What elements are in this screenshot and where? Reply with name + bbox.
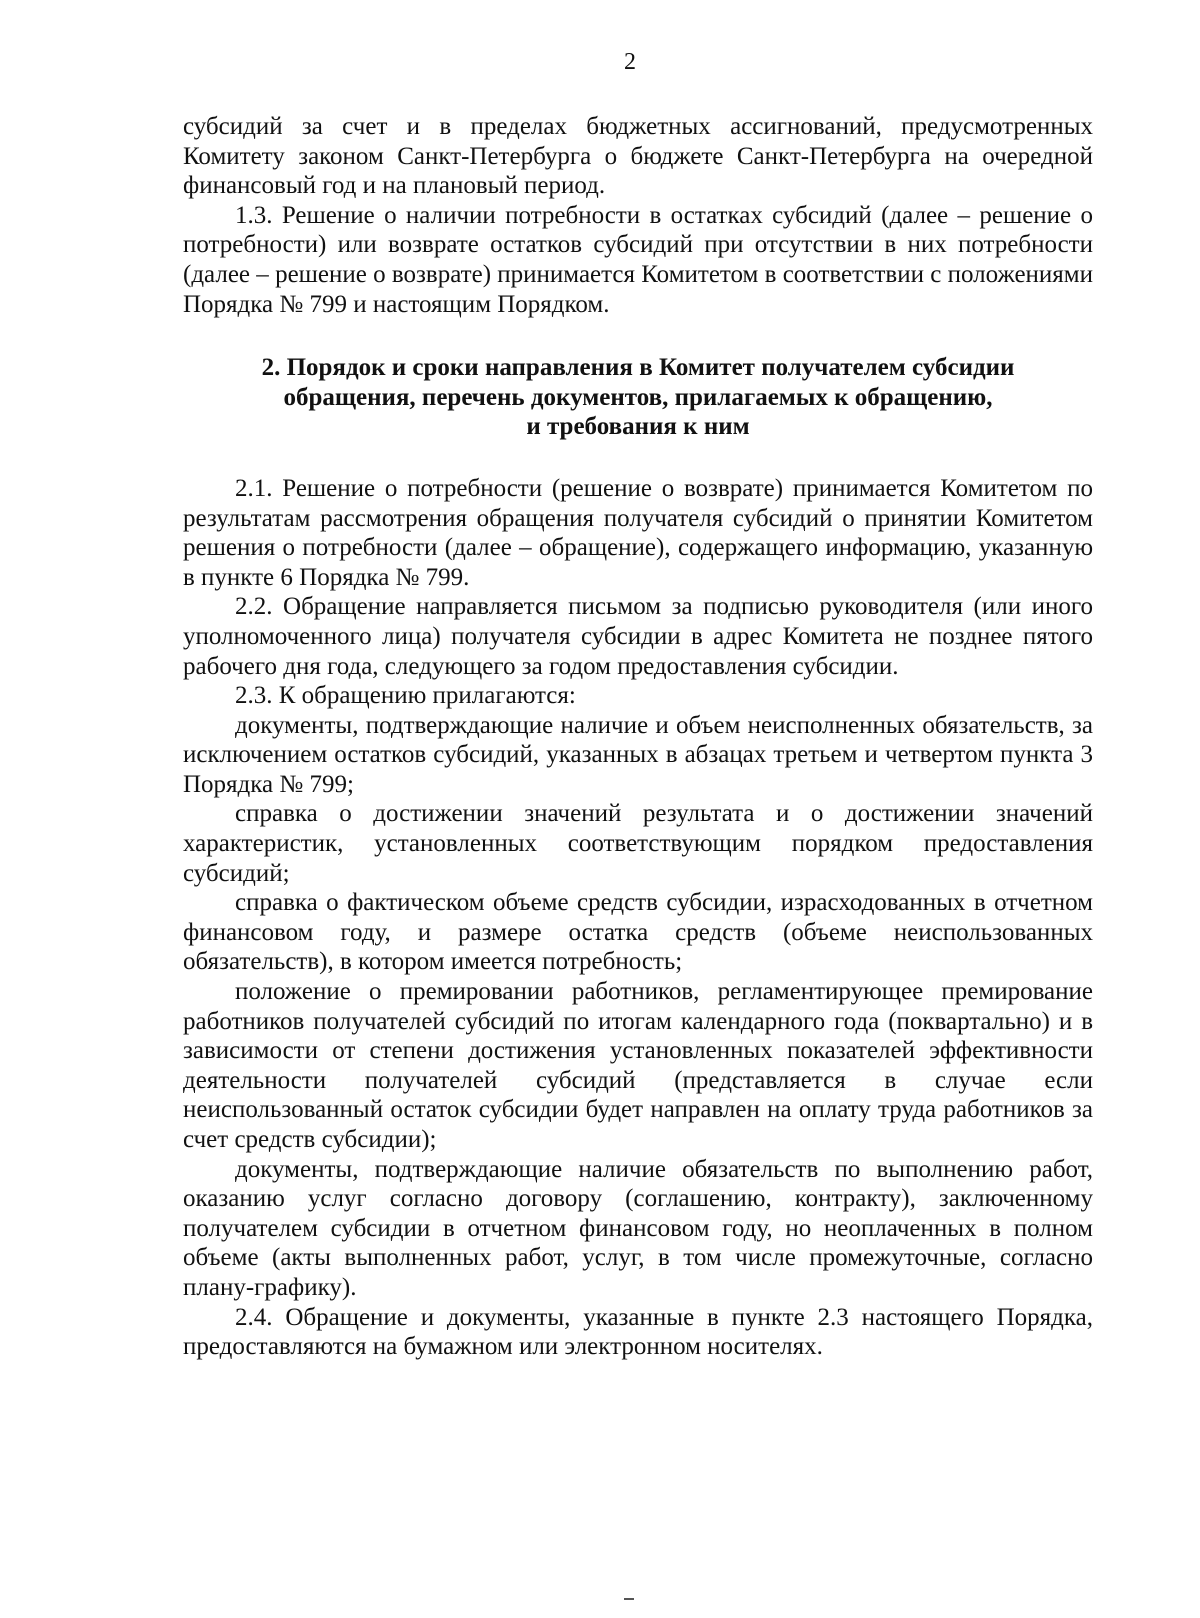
list-item-contract-documents: документы, подтверждающие наличие обязательств по выполнению работ, оказанию услуг согласно договору (соглашению, контракту), заключенному получателем субсидии в отчетном финансовом году, но неоплаченных в полном объеме (акты выполненных работ, услуг, в том числе промежуточные, согласно плану-графику). [183,1155,1093,1301]
paragraph-2-2: 2.2. Обращение направляется письмом за подписью руководителя (или иного уполномоченного лица) получателя субсидии в адрес Комитета не позднее пятого рабочего дня года, следующего за годом предоставления субсидии. [183,593,1093,680]
section-heading [183,353,1093,442]
paragraph-2-3: 2.3. К обращению прилагаются: [235,682,576,710]
section-heading-line-2: обращения, перечень документов, прилагаемых к обращению, [283,383,993,411]
list-item-bonus-regulation: положение о премировании работников, регламентирующее премирование работников получателей субсидий по итогам календарного года (поквартально) и в зависимости от степени достижения установленных показателей эффективности деятельности получателей субсидий (представляется в случае если неиспользованный остаток субсидии будет направлен на оплату труда работников за счет средств субсидии); [183,978,1093,1153]
list-item-result-certificate: справка о достижении значений результата и о достижении значений характеристик, установленных соответствующим порядком предоставления субсидий; [183,800,1093,887]
list-item-expense-certificate: справка о фактическом объеме средств субсидии, израсходованных в отчетном финансовом году, и размере остатка средств (объеме неиспользованных обязательств), в котором имеется потребность; [183,889,1093,976]
paragraph-1-3: 1.3. Решение о наличии потребности в остатках субсидий (далее – решение о потребности) или возврате остатков субсидий при отсутствии в них потребности (далее – решение о возврате) принимается Комитетом в соответствии с положениями Порядка № 799 и настоящим Порядком. [183,201,1093,318]
document-body [183,112,1093,1362]
paragraph-continuation: субсидий за счет и в пределах бюджетных ассигнований, предусмотренных Комитету законом Санкт-Петербурга о бюджете Санкт-Петербурга на очередной финансовый год и на плановый период. [183,113,1093,200]
section-heading-line-3: и требования к ним [526,413,750,441]
paragraph-2-1: 2.1. Решение о потребности (решение о возврате) принимается Комитетом по результатам рассмотрения обращения получателя субсидий о принятии Комитетом решения о потребности (далее – обращение), содержащего информацию, указанную в пункте 6 Порядка № 799. [183,474,1093,591]
section-heading-line-1: 2. Порядок и сроки направления в Комитет получателем субсидии [261,354,1015,382]
list-item-documents-obligations: документы, подтверждающие наличие и объем неисполненных обязательств, за исключением остатков субсидий, указанных в абзацах третьем и четвертом пункта 3 Порядка № 799; [183,711,1093,798]
paragraph-2-4: 2.4. Обращение и документы, указанные в пункте 2.3 настоящего Порядка, предоставляются на бумажном или электронном носителях. [183,1303,1093,1361]
scan-mark [624,1598,634,1600]
page-number: 2 [624,49,636,75]
